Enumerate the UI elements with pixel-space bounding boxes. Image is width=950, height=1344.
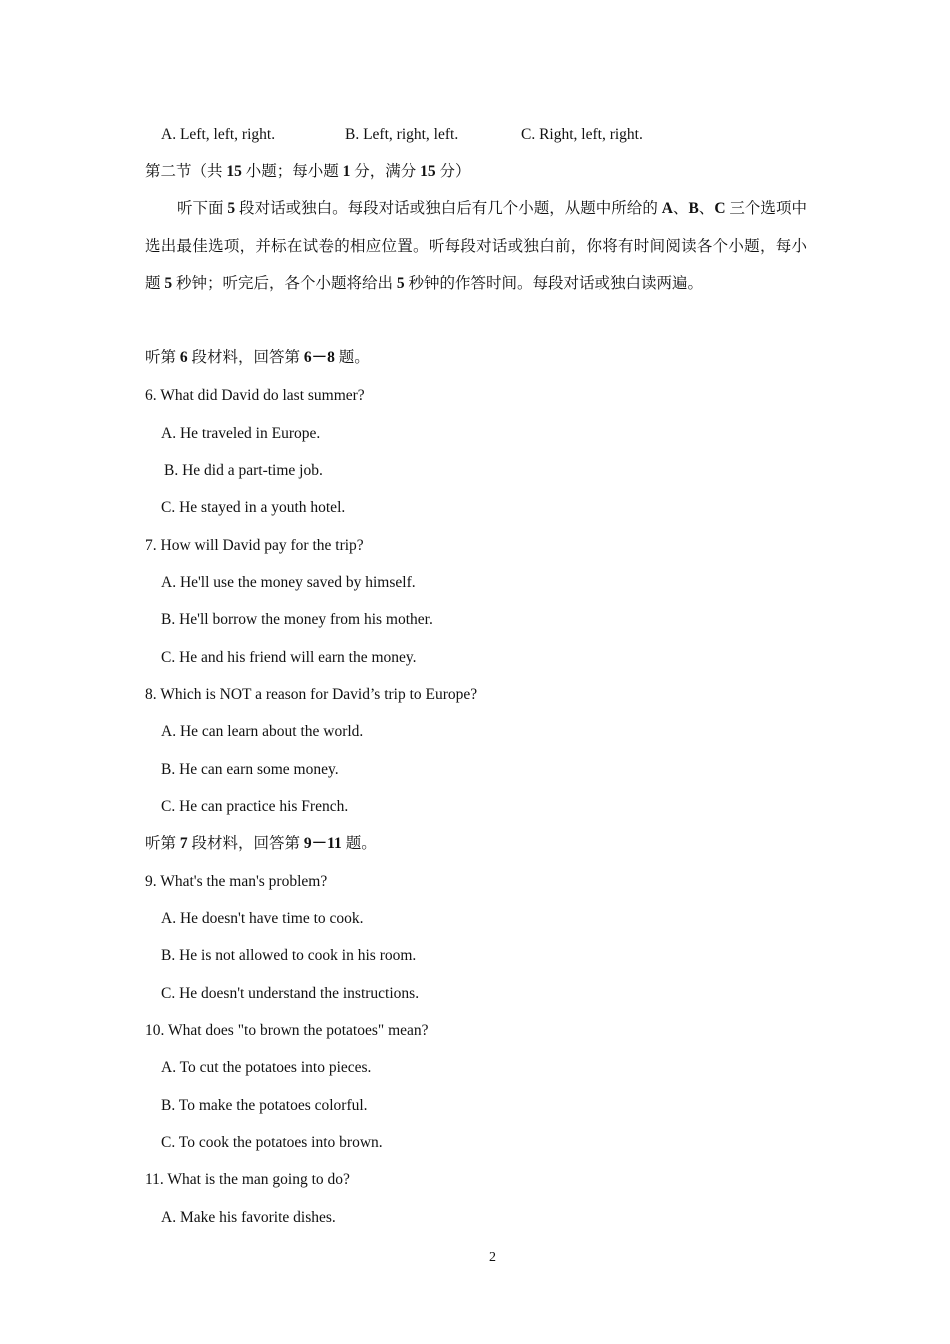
option-c: C. To cook the potatoes into brown. [161,1134,383,1151]
option-c: C. He can practice his French. [161,798,349,815]
option-b: B. To make the potatoes colorful. [161,1097,368,1114]
question-stem: 10. What does "to brown the potatoes" mean? [145,1022,429,1039]
question-stem: 9. What's the man's problem? [145,873,328,890]
page-number: 2 [489,1250,496,1265]
option-c: C. He doesn't understand the instructions. [161,985,420,1002]
option-a: A. To cut the potatoes into pieces. [161,1059,372,1076]
option-a: A. He can learn about the world. [161,723,364,740]
question-stem: 8. Which is NOT a reason for David’s trip to Europe? [145,686,478,703]
section-instructions: 听下面 5 段对话或独白。每段对话或独白后有几个小题，从题中所给的 A、B、C 三个选项中选出最佳选项，并标在试卷的相应位置。听每段对话或独白前，你将有时间阅读各个小题，每小题 5 秒钟；听完后，各个小题将给出 5 秒钟的作答时间。每段对话或独白读两遍。 [145,200,807,292]
option-c: C. He and his friend will earn the money. [161,649,417,666]
option-c: C. Right, left, right. [521,126,643,143]
option-b: B. Left, right, left. [345,126,459,143]
option-b: B. He is not allowed to cook in his room. [161,947,417,964]
option-a: A. He traveled in Europe. [161,425,321,442]
option-c: C. He stayed in a youth hotel. [161,499,346,516]
option-a: A. He doesn't have time to cook. [161,910,364,927]
option-b: B. He'll borrow the money from his mother. [161,611,433,628]
section-heading: 第二节（共 15 小题；每小题 1 分，满分 15 分） [145,163,471,180]
question-stem: 7. How will David pay for the trip? [145,537,364,554]
option-a: A. Make his favorite dishes. [161,1209,336,1226]
material-heading: 听第 7 段材料，回答第 9－11 题。 [145,835,377,852]
question-stem: 6. What did David do last summer? [145,387,365,404]
material-heading: 听第 6 段材料，回答第 6－8 题。 [145,349,370,366]
option-b: B. He can earn some money. [161,761,339,778]
question-stem: 11. What is the man going to do? [145,1171,350,1188]
option-a: A. Left, left, right. [161,126,276,143]
option-a: A. He'll use the money saved by himself. [161,574,416,591]
option-b: B. He did a part-time job. [164,462,323,479]
